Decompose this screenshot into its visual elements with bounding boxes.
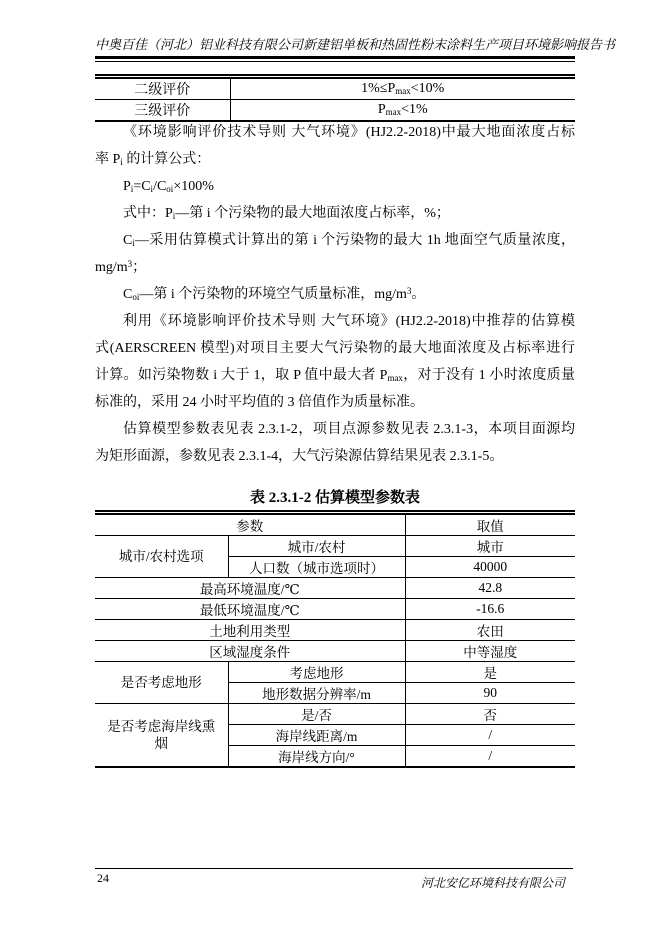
table-row	[95, 536, 575, 557]
grade-label: 二级评价	[95, 77, 230, 100]
table-row	[95, 77, 575, 100]
body-line: $mg/m^3$；	[95, 259, 147, 275]
grade-value: $P_{max}<1\%$	[230, 100, 575, 122]
body-line: 为矩形面源，参数见表 2.3.1-4，大气污染源估算结果见表 2.3.1-5。	[95, 449, 504, 464]
cell-group: 城市/农村选项	[95, 536, 228, 578]
body-line: $P_i=C_i/C_{oi}\times 100\%$	[123, 179, 214, 194]
cell-value: 90	[405, 683, 575, 704]
grade-label: 三级评价	[95, 100, 230, 122]
cell-value: -16.6	[405, 599, 575, 620]
body-line: 估算模型参数表见表 2.3.1-2，项目点源参数见表 2.3.1-3，本项目面源均	[123, 422, 575, 437]
body-line: $C_i—$采用估算模式计算出的第 i 个污染物的最大 1h 地面空气质量浓度，	[123, 233, 575, 248]
cell-param: 人口数（城市选项时）	[228, 557, 405, 578]
header-rule-thin	[95, 61, 575, 62]
table-row	[95, 100, 575, 122]
body-line: 《环境影响评价技术导则 大气环境》(HJ2.2-2018)中最大地面浓度占标	[123, 125, 575, 140]
cell-value: 否	[405, 704, 575, 725]
cell-param: 考虑地形	[228, 662, 405, 683]
cell-value: 农田	[405, 620, 575, 641]
cell-param: 最高环境温度/℃	[95, 578, 405, 599]
body-line: 式中：$P_i—$第 i 个污染物的最大地面浓度占标率，%；	[123, 206, 450, 221]
table-row	[95, 578, 575, 599]
cell-value: /	[405, 725, 575, 746]
cell-param: 土地利用类型	[95, 620, 405, 641]
footer-rule	[95, 868, 573, 869]
cell-value: 城市	[405, 536, 575, 557]
table-title: 表 2.3.1-2 估算模型参数表	[250, 490, 420, 506]
body-line: $C_{oi}—$第 i 个污染物的环境空气质量标准，$mg/m^3$。	[123, 286, 426, 302]
cell-value: 42.8	[405, 578, 575, 599]
body-line: 利用《环境影响评价技术导则 大气环境》(HJ2.2-2018)中推荐的估算模	[123, 314, 575, 329]
table-row	[95, 704, 575, 725]
cell-param: 是/否	[228, 704, 405, 725]
table-row	[95, 599, 575, 620]
cell-param: 地形数据分辨率/m	[228, 683, 405, 704]
model-table	[95, 510, 575, 768]
col-header-value: 取值	[405, 513, 575, 536]
page-number: 24	[97, 871, 109, 885]
body-text	[95, 119, 575, 470]
grade-value: $1\%\le P_{max}<10\%$	[230, 77, 575, 100]
table-header-row	[95, 513, 575, 536]
table-row	[95, 662, 575, 683]
page-header-title: 中奥百佳（河北）铝业科技有限公司新建铝单板和热固性粉末涂料生产项目环境影响报告书	[95, 37, 616, 52]
cell-value: 中等湿度	[405, 641, 575, 662]
cell-param: 海岸线方向/°	[228, 746, 405, 768]
table-row	[95, 641, 575, 662]
cell-group: 是否考虑地形	[95, 662, 228, 704]
table-row	[95, 620, 575, 641]
grade-table	[95, 74, 575, 122]
header-rule-thick	[95, 56, 575, 59]
footer-company: 河北安亿环境科技有限公司	[420, 876, 565, 890]
cell-param: 区域湿度条件	[95, 641, 405, 662]
cell-value: 40000	[405, 557, 575, 578]
body-line: 标准的，采用 24 小时平均值的 3 倍值作为质量标准。	[95, 395, 424, 410]
body-line: 式(AERSCREEN 模型)对项目主要大气污染物的最大地面浓度及占标率进行	[95, 341, 575, 356]
body-line: 率 $P_i$ 的计算公式：	[95, 152, 211, 167]
cell-value: 是	[405, 662, 575, 683]
body-line: 计算。如污染物数 i 大于 1，取 P 值中最大者 $P_{max}$，对于没有 1 小时浓度质量	[95, 368, 575, 383]
col-header-param: 参数	[95, 513, 405, 536]
cell-param: 最低环境温度/℃	[95, 599, 405, 620]
cell-value: /	[405, 746, 575, 768]
cell-param: 海岸线距离/m	[228, 725, 405, 746]
cell-param: 城市/农村	[228, 536, 405, 557]
cell-group: 是否考虑海岸线熏烟	[95, 704, 228, 768]
